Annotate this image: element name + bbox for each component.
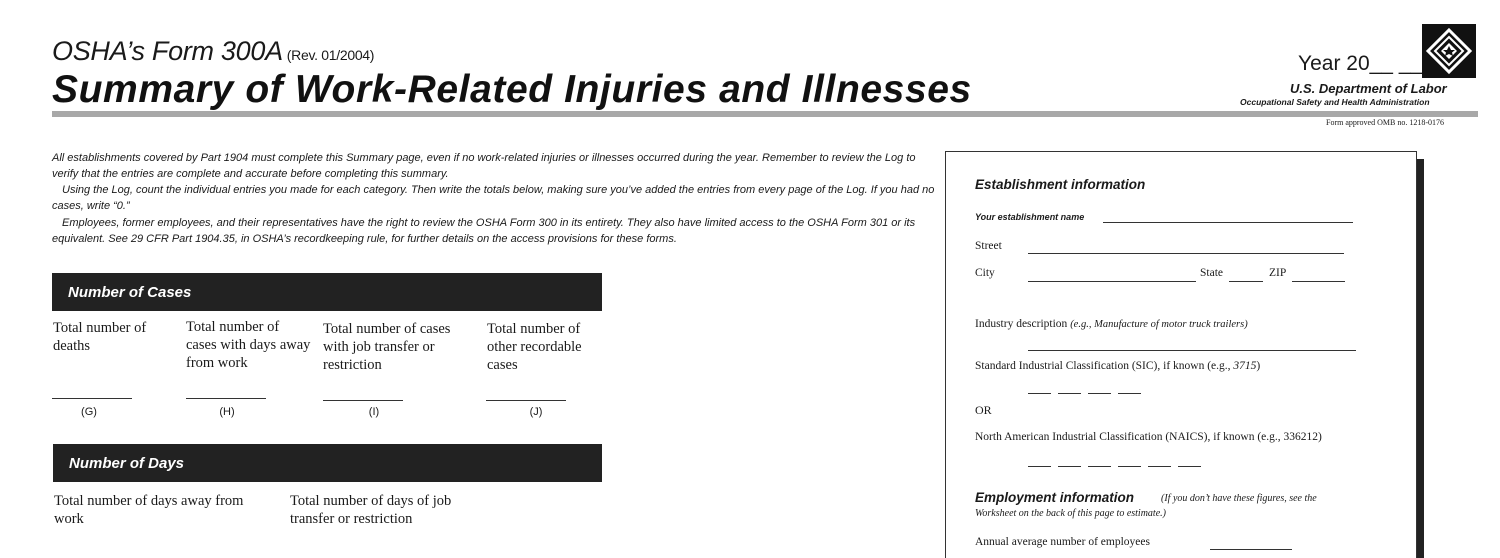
agency-name: Occupational Safety and Health Administration bbox=[1240, 97, 1430, 107]
form-name: OSHA’s Form 300A (Rev. 01/2004) bbox=[52, 36, 375, 66]
sic-digit-3[interactable] bbox=[1088, 393, 1111, 394]
street-input[interactable] bbox=[1028, 253, 1344, 254]
state-input[interactable] bbox=[1229, 281, 1263, 282]
column-letter-g: (G) bbox=[81, 406, 97, 418]
cases-input-g[interactable] bbox=[52, 398, 132, 399]
industry-label: Industry description (e.g., Manufacture of motor truck trailers) bbox=[975, 318, 1248, 330]
naics-digit-1[interactable] bbox=[1028, 466, 1051, 467]
cases-section-heading: Number of Cases bbox=[52, 273, 602, 311]
or-label: OR bbox=[975, 403, 992, 417]
industry-input[interactable] bbox=[1028, 350, 1356, 351]
intro-paragraph-1: All establishments covered by Part 1904 must complete this Summary page, even if no work-related injuries or illnesses occurred during the year. Remember to review the Log to verify that the entries are complete and accurate before completing this summary. bbox=[52, 152, 916, 180]
cases-input-h[interactable] bbox=[186, 398, 266, 399]
industry-example: (e.g., Manufacture of motor truck trailers) bbox=[1070, 319, 1248, 330]
page-title: Summary of Work-Related Injuries and Illnesses bbox=[52, 68, 972, 111]
panel-shadow bbox=[1417, 159, 1424, 558]
column-letter-j: (J) bbox=[529, 406, 543, 418]
cases-label-g: Total number of deaths bbox=[53, 320, 147, 354]
intro-paragraph-3: Employees, former employees, and their representatives have the right to review the OSHA Form 300 in its entirety. They also have limited access to the OSHA Form 301 or its equivalent. See 29 CFR Part 1904.35, in OSHA’s recordkeeping rule, for further details on the access provisions for these forms. bbox=[52, 217, 916, 245]
sic-digit-1[interactable] bbox=[1028, 393, 1051, 394]
naics-digit-3[interactable] bbox=[1088, 466, 1111, 467]
cases-label-h: Total number of cases with days away from work bbox=[186, 319, 311, 371]
establishment-name-input[interactable] bbox=[1103, 222, 1353, 223]
department-name: U.S. Department of Labor bbox=[1290, 81, 1447, 96]
title-rule bbox=[52, 111, 1478, 117]
form-revision: (Rev. 01/2004) bbox=[286, 47, 375, 63]
naics-label: North American Industrial Classification (NAICS), if known (e.g., 336212) bbox=[975, 431, 1322, 443]
avg-employees-input[interactable] bbox=[1210, 549, 1292, 550]
days-section-heading: Number of Days bbox=[53, 444, 602, 482]
establishment-name-label: Your establishment name bbox=[975, 212, 1085, 222]
naics-digit-2[interactable] bbox=[1058, 466, 1081, 467]
naics-digit-5[interactable] bbox=[1148, 466, 1171, 467]
state-label: State bbox=[1200, 267, 1223, 279]
cases-label-i: Total number of cases with job transfer or restriction bbox=[323, 321, 451, 373]
naics-digit-4[interactable] bbox=[1118, 466, 1141, 467]
sic-label: Standard Industrial Classification (SIC), if known (e.g., 3715) bbox=[975, 360, 1261, 372]
zip-input[interactable] bbox=[1292, 281, 1345, 282]
naics-digit-6[interactable] bbox=[1178, 466, 1201, 467]
zip-label: ZIP bbox=[1269, 267, 1287, 279]
establishment-heading: Establishment information bbox=[975, 177, 1146, 192]
omb-approval: Form approved OMB no. 1218-0176 bbox=[1326, 118, 1444, 127]
cases-input-j[interactable] bbox=[486, 400, 566, 401]
street-label: Street bbox=[975, 240, 1002, 252]
city-label: City bbox=[975, 267, 995, 279]
days-label-away: Total number of days away from work bbox=[54, 493, 244, 527]
employment-heading: Employment information bbox=[975, 490, 1135, 505]
sic-digit-4[interactable] bbox=[1118, 393, 1141, 394]
employment-note: (If you don’t have these figures, see the Worksheet on the back of this page to estimate.) bbox=[975, 493, 1317, 519]
dol-seal-icon bbox=[1422, 24, 1476, 78]
sic-digit-2[interactable] bbox=[1058, 393, 1081, 394]
avg-employees-label: Annual average number of employees bbox=[975, 536, 1150, 548]
days-label-transfer: Total number of days of job transfer or restriction bbox=[290, 493, 452, 527]
year-field[interactable]: Year 20__ __ bbox=[1298, 52, 1423, 75]
city-input[interactable] bbox=[1028, 281, 1196, 282]
intro-paragraph-2: Using the Log, count the individual entries you made for each category. Then write the totals below, making sure you’ve added the entries from every page of the Log. If you had no cases, write “0.” bbox=[52, 184, 935, 212]
column-letter-i: (I) bbox=[368, 406, 380, 418]
cases-label-j: Total number of other recordable cases bbox=[487, 321, 582, 373]
column-letter-h: (H) bbox=[219, 406, 235, 418]
cases-input-i[interactable] bbox=[323, 400, 403, 401]
